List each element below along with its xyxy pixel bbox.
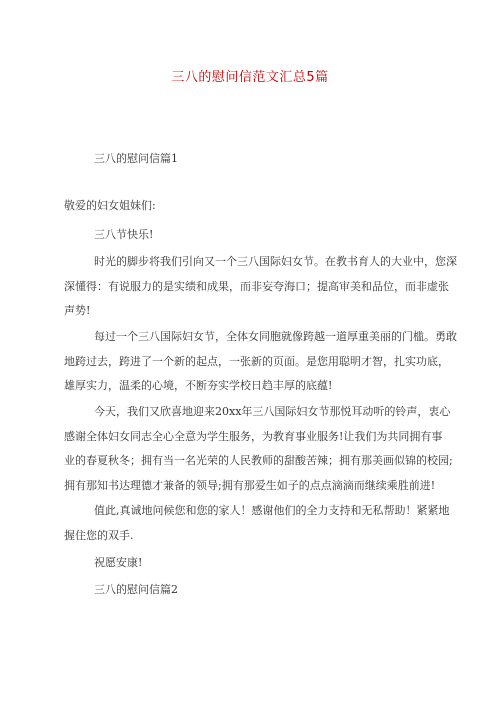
para3-line3: 业的春夏秋冬；拥有当一名光荣的人民教师的甜酸苦辣；拥有那美画似锦的校园; xyxy=(64,454,453,467)
para3-line2: 感谢全体妇女同志全心全意为学生服务，为教育事业服务!让我们为共同拥有事 xyxy=(64,430,443,443)
para2-line1: 每过一个三八国际妇女节，全体女同胞就像跨越一道厚重美丽的门槛。勇敢 xyxy=(94,330,457,343)
para1-line1: 时光的脚步将我们引向又一个三八国际妇女节。在教书育人的大业中，您深 xyxy=(94,255,457,268)
section1-heading: 三八的慰问信篇1 xyxy=(94,152,178,165)
para2-line2: 地跨过去，跨进了一个新的起点，一张新的页面。是您用聪明才智，扎实功底， xyxy=(64,355,449,368)
greeting: 敬爱的妇女姐妹们: xyxy=(64,199,156,212)
para4-line2: 握住您的双手. xyxy=(64,529,134,542)
para4-line1: 值此,真诚地问候您和您的家人！感谢他们的全力支持和无私帮助！紧紧地 xyxy=(94,504,450,517)
document-title: 三八的慰问信范文汇总5篇 xyxy=(171,70,329,85)
para1-line3: 声势! xyxy=(64,304,91,317)
para2-line3: 雄厚实力，温柔的心境，不断夯实学校日趋丰厚的底蕴! xyxy=(64,379,333,392)
holiday-wish: 三八节快乐! xyxy=(94,228,154,241)
para1-line2: 深懂得：有说服力的是实绩和成果，而非妄夸海口；提高审美和品位，而非虚张 xyxy=(64,280,449,293)
para3-line4: 拥有那知书达理德才兼备的领导;拥有那爱生如子的点点滴滴而继续乘胜前进! xyxy=(64,479,436,492)
para3-line1: 今天，我们又欣喜地迎来20xx年三八国际妇女节那悦耳动听的铃声，衷心 xyxy=(94,405,451,418)
closing: 祝愿安康! xyxy=(94,556,143,569)
section2-heading: 三八的慰问信篇2 xyxy=(94,583,178,596)
